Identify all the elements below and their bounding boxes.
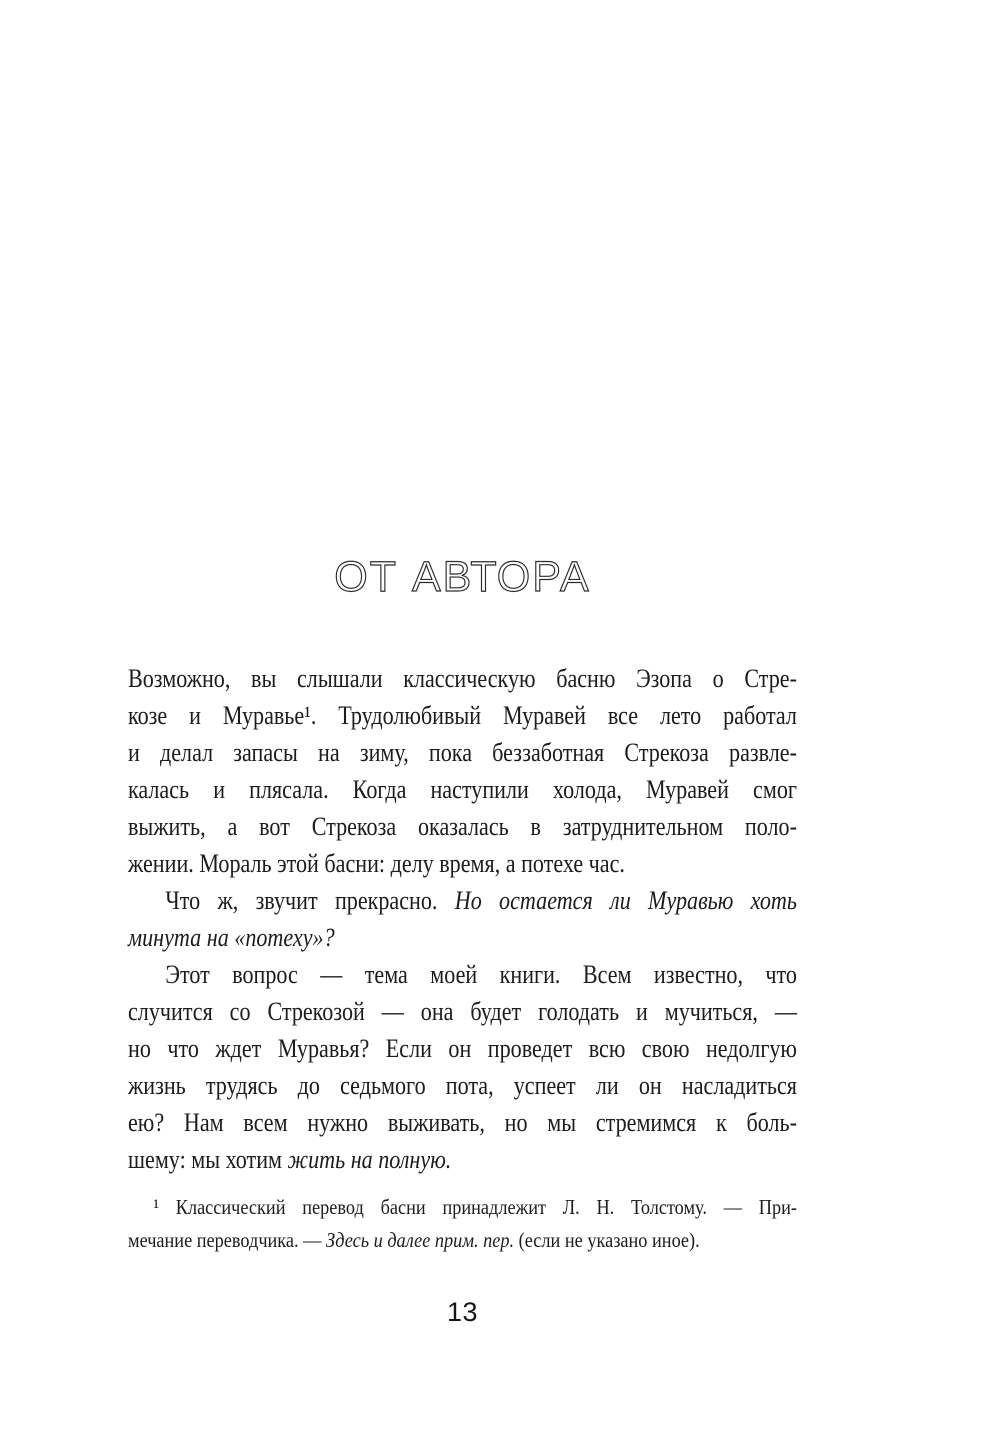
text-segment: жизнь трудясь до седьмого пота, успеет ли он насладиться xyxy=(128,1071,797,1100)
text-line xyxy=(128,1224,797,1257)
text-segment: случится со Стрекозой — она будет голодать и мучиться, — xyxy=(128,997,797,1026)
text-segment: мечание переводчика. — xyxy=(128,1228,326,1252)
text-segment: выжить, а вот Стрекоза оказалась в затруднительном поло- xyxy=(128,812,797,841)
paragraph xyxy=(128,956,797,1178)
text-line xyxy=(128,956,797,993)
body-text xyxy=(128,660,797,1178)
text-line xyxy=(128,845,797,882)
text-line xyxy=(128,771,797,808)
text-line xyxy=(128,1104,797,1141)
text-line xyxy=(128,1141,797,1178)
text-segment: жении. Мораль этой басни: делу время, а потехе час. xyxy=(128,849,625,878)
text-line xyxy=(128,993,797,1030)
page-number: 13 xyxy=(446,1297,479,1327)
text-line xyxy=(128,1030,797,1067)
text-segment: но что ждет Муравья? Если он проведет всю свою недолгую xyxy=(128,1034,797,1063)
text-line xyxy=(128,919,797,956)
chapter-title: ОТ АВТОРА xyxy=(334,552,591,601)
text-segment: Здесь и далее прим. пер. xyxy=(325,1228,515,1252)
text-segment: Возможно, вы слышали классическую басню Эзопа о Стре- xyxy=(128,664,797,693)
text-line xyxy=(128,882,797,919)
text-line xyxy=(128,1067,797,1104)
paragraph xyxy=(128,1191,797,1257)
text-segment: козе и Муравье¹. Трудолюбивый Муравей все лето работал xyxy=(128,701,797,730)
text-segment: и делал запасы на зиму, пока беззаботная Стрекоза развле- xyxy=(128,738,797,767)
text-segment: Что ж, звучит прекрасно. xyxy=(165,886,455,915)
text-segment: шему: мы хотим xyxy=(128,1145,288,1174)
text-segment: ¹ Классический перевод басни принадлежит Л. Н. Толстому. — При- xyxy=(153,1195,797,1219)
paragraph xyxy=(128,660,797,882)
text-segment: жить на полную. xyxy=(287,1145,452,1174)
text-segment: Этот вопрос — тема моей книги. Всем известно, что xyxy=(165,960,797,989)
paragraph xyxy=(128,882,797,956)
text-segment: калась и плясала. Когда наступили холода, Муравей смог xyxy=(128,775,797,804)
text-segment: (если не указано иное). xyxy=(514,1228,700,1252)
footnote xyxy=(128,1191,797,1257)
text-line xyxy=(128,697,797,734)
text-line xyxy=(128,660,797,697)
text-segment: ею? Нам всем нужно выживать, но мы стремимся к боль- xyxy=(128,1108,797,1137)
text-line xyxy=(128,734,797,771)
text-segment: минута на «потеху»? xyxy=(128,923,335,952)
text-line xyxy=(128,1191,797,1224)
text-line xyxy=(128,808,797,845)
text-segment: Но остается ли Муравью хоть xyxy=(454,886,797,915)
